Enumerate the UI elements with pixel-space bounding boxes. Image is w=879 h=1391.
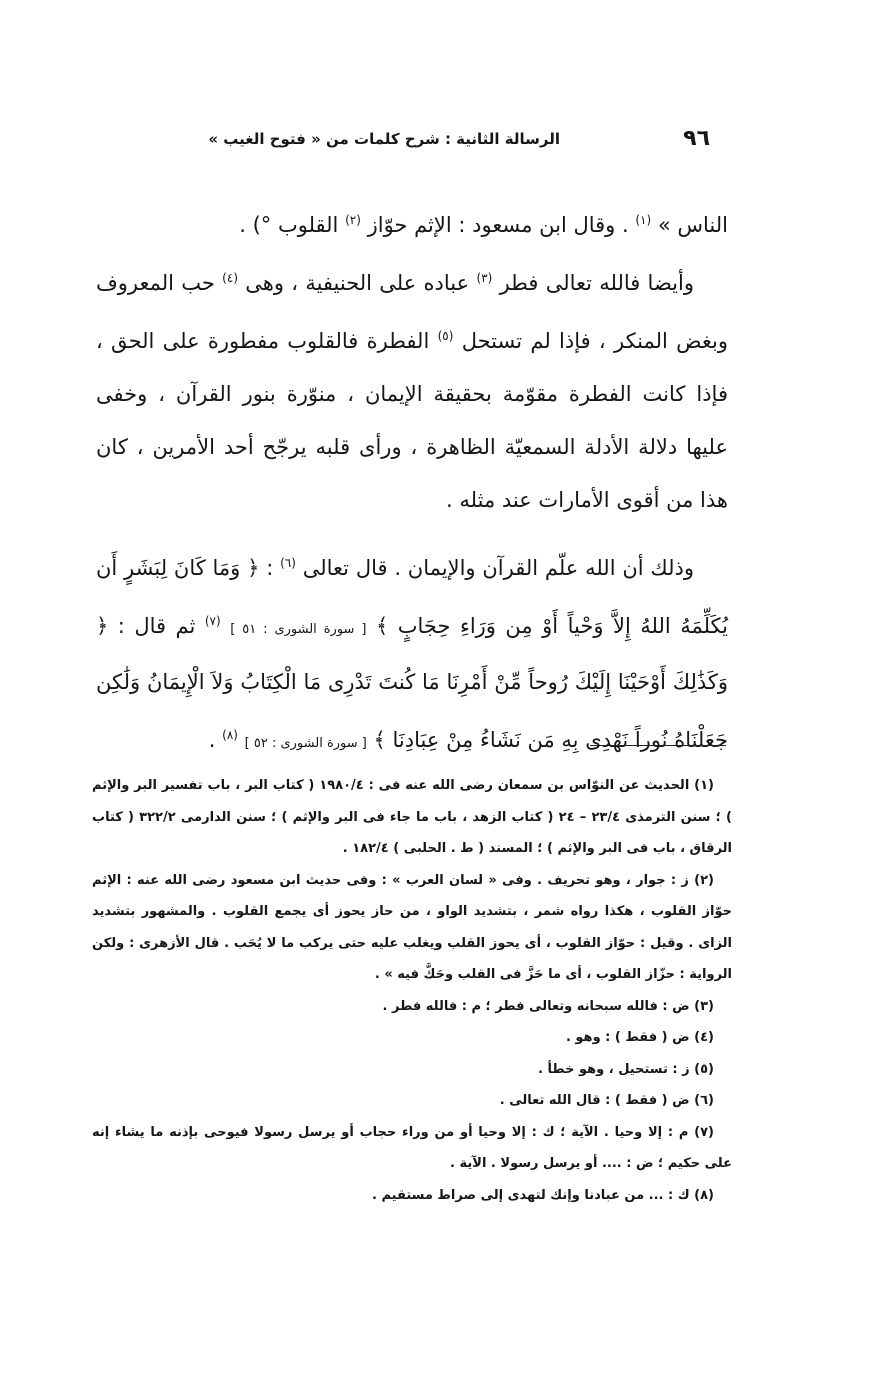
footnote-8: (٨) ك : ... من عبادنا وإنك لتهدى إلى صراط مستقيم . [372,1187,714,1203]
surah-reference-2: [ سورة الشورى : ٥٢ ] [244,736,367,751]
paragraph-2 [96,252,728,527]
footnote-3: (٣) ض : فالله سبحانه وتعالى فطر ؛ م : فالله فطر . [382,998,714,1014]
surah-reference-1: [ سورة الشورى : ٥١ ] [230,622,367,637]
text-run: الفطرة فالقلوب مفطورة على الحق ، فإذا كانت الفطرة مقوّمة بحقيقة الإيمان ، منوّرة بنور القرآن ، وخفى عليها دلالة الأدلة السمعيّة الظاهرة ، ورأى قلبه يرجّح أحد الأمرين ، كان هذا من أقوى الأمارات عند مثله . [96,329,728,512]
running-title: الرسالة الثانية : شرح كلمات من « فتوح الغيب » [208,130,560,148]
quran-verse-2: ثم قال : ﴿ وَكَذَٰلِكَ أَوْحَيْنَا إِلَيْكَ رُوحاً مِّنْ أَمْرِنَا مَا كُنتَ تَدْرِى مَا الْكِتَابُ وَلاَ الْإِيمَانُ وَلَٰكِن جَعَلْنَاهُ نُوراً نَهْدِى بِهِ مَن نَشَاءُ مِنْ عِبَادِنَا ﴾ [96,614,728,752]
text-run: وذلك أن الله علّم القرآن والإيمان . قال تعالى [302,556,694,580]
quran-verse-1: : ﴿ وَمَا كَانَ لِبَشَرٍ أَن يُكَلِّمَهُ اللهُ إِلاَّ وَحْياً أَوْ مِن وَرَاءِ حِجَابٍ ﴾ [96,556,728,638]
main-text [96,194,728,770]
paragraph-3 [96,537,728,770]
text-run: وأيضا فالله تعالى فطر [499,271,694,295]
text-run: . وقال ابن مسعود : الإثم حوّاز [367,213,629,237]
footnote-ref-2: (٢) [345,213,361,227]
footnote-ref-6: (٦) [280,556,296,570]
text-run: حب المعروف وبغض المنكر ، فإذا لم تستحل [96,271,729,353]
footnote-7: (٧) م : إلا وحيا . الآية ؛ ك : إلا وحيا أو من وراء حجاب أو يرسل رسولا فيوحى بإذنه ما يشاء إنه على حكيم ؛ ض : .... أو يرسل رسولا . الآية . [92,1124,732,1171]
footnote-ref-3: (٣) [476,271,493,285]
text-run: الناس » [657,213,728,237]
footnote-ref-1: (١) [635,213,652,227]
text-run: عباده على الحنيفية ، وهى [245,271,470,295]
footnote-ref-7: (٧) [204,614,221,628]
footnote-separator [590,745,726,746]
footnote-6: (٦) ض ( فقط ) : قال الله تعالى . [499,1093,714,1108]
running-header [180,126,710,160]
paragraph-1 [96,194,728,252]
text-run: . [208,728,216,752]
footnote-5: (٥) ز : تستحيل ، وهو خطأ . [538,1061,714,1077]
text-run: القلوب °) . [239,213,339,237]
page-number: ٩٦ [683,126,710,151]
footnote-ref-4: (٤) [222,271,238,285]
footnote-ref-5: (٥) [437,329,454,343]
footnote-2: (٢) ز : جوار ، وهو تحريف . وفى « لسان العرب » : وفى حديث ابن مسعود رضى الله عنه : الإثم حوّاز القلوب ، هكذا رواه شمر ، بتشديد الواو ، من حاز يحوز أى يجمع القلوب . والمشهور بتشديد الزاى . وقيل : حوّاز القلوب ، أى يحوز القلب ويغلب عليه حتى يركب ما لا يُحَب . قال الأزهرى : ولكن الرواية : حزّاز القلوب ، أى ما حَزَّ فى القلب وحَكَّ فيه » . [92,872,732,982]
footnote-ref-8: (٨) [222,728,238,742]
footnote-4: (٤) ض ( فقط ) : وهو . [565,1030,714,1045]
footnote-1: (١) الحديث عن النوّاس بن سمعان رضى الله عنه فى : ١٩٨٠/٤ ( كتاب البر ، باب تفسير البر والإثم ) ؛ سنن الترمذى ٢٣/٤ – ٢٤ ( كتاب الزهد ، باب ما جاء فى البر والإثم ) ؛ سنن الدارمى ٣٢٢/٢ ( كتاب الرقاق ، باب فى البر والإثم ) ؛ المسند ( ط . الحلبى ) ١٨٢/٤ . [92,778,732,856]
footnotes [92,770,732,1211]
